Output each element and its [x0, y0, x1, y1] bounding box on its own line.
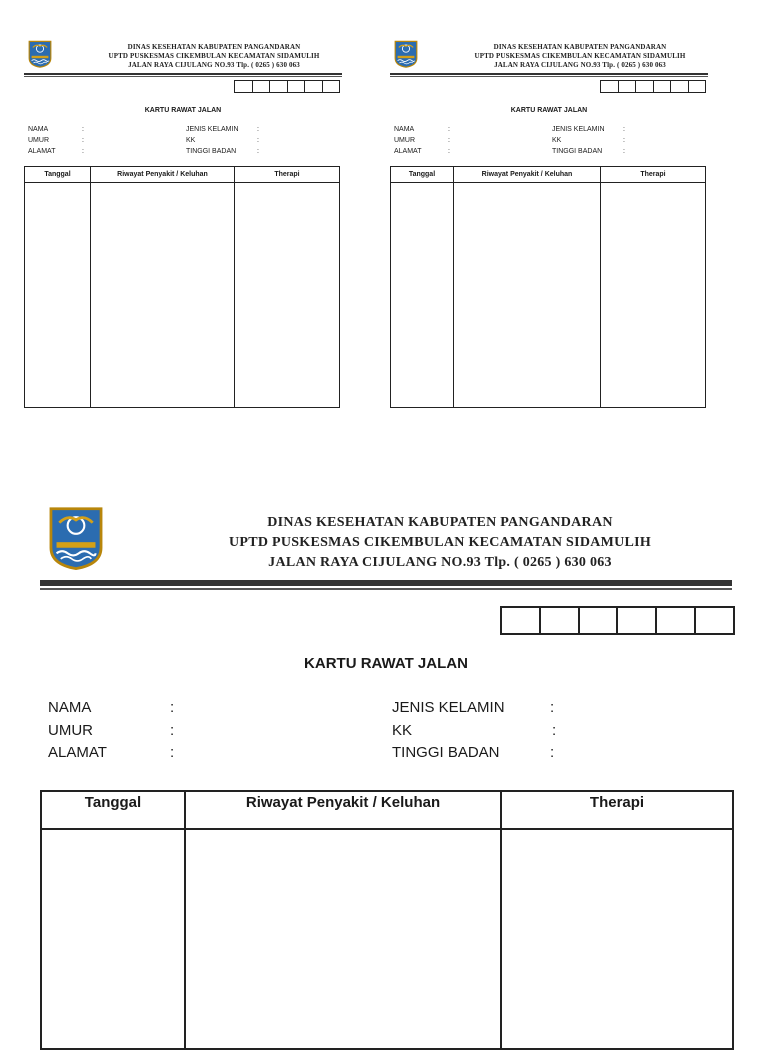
letterhead [450, 43, 710, 70]
table-cell-riwayat [91, 183, 235, 408]
letterhead-line-1: DINAS KESEHATAN KABUPATEN PANGANDARAN [493, 43, 667, 51]
card-title: KARTU RAWAT JALAN [304, 655, 468, 672]
letterhead-line-2: UPTD PUSKESMAS CIKEMBULAN KECAMATAN SIDAMULIH [108, 52, 320, 60]
column-header-therapi: Therapi [235, 167, 340, 183]
table-cell-therapi [235, 183, 340, 408]
table-cell-therapi [601, 183, 706, 408]
colon: : [257, 137, 259, 144]
table-cell-riwayat [185, 829, 501, 1049]
visit-table [390, 166, 706, 408]
card-number-boxes [600, 80, 706, 93]
colon: : [82, 137, 84, 144]
label-tinggi-badan: TINGGI BADAN [392, 744, 500, 761]
colon: : [623, 137, 625, 144]
colon: : [82, 148, 84, 155]
label-jenis-kelamin: JENIS KELAMIN [186, 126, 239, 133]
card-small-right [390, 40, 708, 410]
regency-emblem-icon [28, 40, 52, 68]
letterhead-line-2: UPTD PUSKESMAS CIKEMBULAN KECAMATAN SIDAMULIH [474, 52, 686, 60]
colon: : [170, 722, 175, 739]
letterhead-line-1: DINAS KESEHATAN KABUPATEN PANGANDARAN [267, 515, 613, 530]
label-alamat: ALAMAT [394, 148, 422, 155]
header-rule-thin [40, 588, 732, 590]
card-title: KARTU RAWAT JALAN [510, 107, 588, 114]
colon: : [170, 699, 175, 716]
card-small-left [24, 40, 342, 410]
label-alamat: ALAMAT [28, 148, 56, 155]
visit-table [40, 790, 734, 1050]
card-number-boxes [234, 80, 340, 93]
column-header-tanggal: Tanggal [41, 791, 185, 829]
label-jenis-kelamin: JENIS KELAMIN [552, 126, 605, 133]
column-header-riwayat: Riwayat Penyakit / Keluhan [185, 791, 501, 829]
letterhead-line-3: JALAN RAYA CIJULANG NO.93 Tlp. ( 0265 ) 630 063 [268, 555, 612, 570]
colon: : [257, 148, 259, 155]
card-large [40, 500, 732, 1060]
letterhead-line-3: JALAN RAYA CIJULANG NO.93 Tlp. ( 0265 ) 630 063 [494, 61, 666, 69]
colon: : [550, 744, 555, 761]
label-alamat: ALAMAT [48, 744, 107, 761]
label-kk: KK [186, 137, 196, 144]
label-jenis-kelamin: JENIS KELAMIN [392, 699, 505, 716]
column-header-tanggal: Tanggal [391, 167, 454, 183]
column-header-tanggal: Tanggal [25, 167, 91, 183]
letterhead-line-2: UPTD PUSKESMAS CIKEMBULAN KECAMATAN SIDAMULIH [229, 535, 651, 550]
header-rule-thin [24, 76, 342, 77]
colon: : [82, 126, 84, 133]
column-header-therapi: Therapi [601, 167, 706, 183]
colon: : [550, 699, 555, 716]
visit-table [24, 166, 340, 408]
colon: : [448, 137, 450, 144]
table-cell-therapi [501, 829, 733, 1049]
label-umur: UMUR [28, 137, 49, 144]
colon: : [448, 126, 450, 133]
header-rule [24, 73, 342, 75]
column-header-therapi: Therapi [501, 791, 733, 829]
column-header-riwayat: Riwayat Penyakit / Keluhan [91, 167, 235, 183]
label-tinggi-badan: TINGGI BADAN [552, 148, 603, 155]
colon: : [552, 722, 557, 739]
colon: : [623, 126, 625, 133]
card-number-boxes [500, 606, 735, 635]
label-nama: NAMA [394, 126, 415, 133]
table-cell-tanggal [25, 183, 91, 408]
card-title: KARTU RAWAT JALAN [144, 107, 222, 114]
table-cell-riwayat [454, 183, 601, 408]
header-rule-thin [390, 76, 708, 77]
label-umur: UMUR [394, 137, 415, 144]
label-nama: NAMA [28, 126, 49, 133]
header-rule [390, 73, 708, 75]
column-header-riwayat: Riwayat Penyakit / Keluhan [454, 167, 601, 183]
colon: : [170, 744, 175, 761]
table-cell-tanggal [391, 183, 454, 408]
letterhead-line-1: DINAS KESEHATAN KABUPATEN PANGANDARAN [127, 43, 301, 51]
letterhead-line-3: JALAN RAYA CIJULANG NO.93 Tlp. ( 0265 ) 630 063 [128, 61, 300, 69]
colon: : [448, 148, 450, 155]
colon: : [623, 148, 625, 155]
label-kk: KK [552, 137, 562, 144]
header-rule [40, 580, 732, 586]
label-umur: UMUR [48, 722, 93, 739]
letterhead [160, 513, 720, 573]
colon: : [257, 126, 259, 133]
label-tinggi-badan: TINGGI BADAN [186, 148, 237, 155]
label-nama: NAMA [48, 699, 92, 716]
regency-emblem-icon [48, 506, 104, 570]
letterhead [84, 43, 344, 70]
label-kk: KK [392, 722, 413, 739]
table-cell-tanggal [41, 829, 185, 1049]
regency-emblem-icon [394, 40, 418, 68]
